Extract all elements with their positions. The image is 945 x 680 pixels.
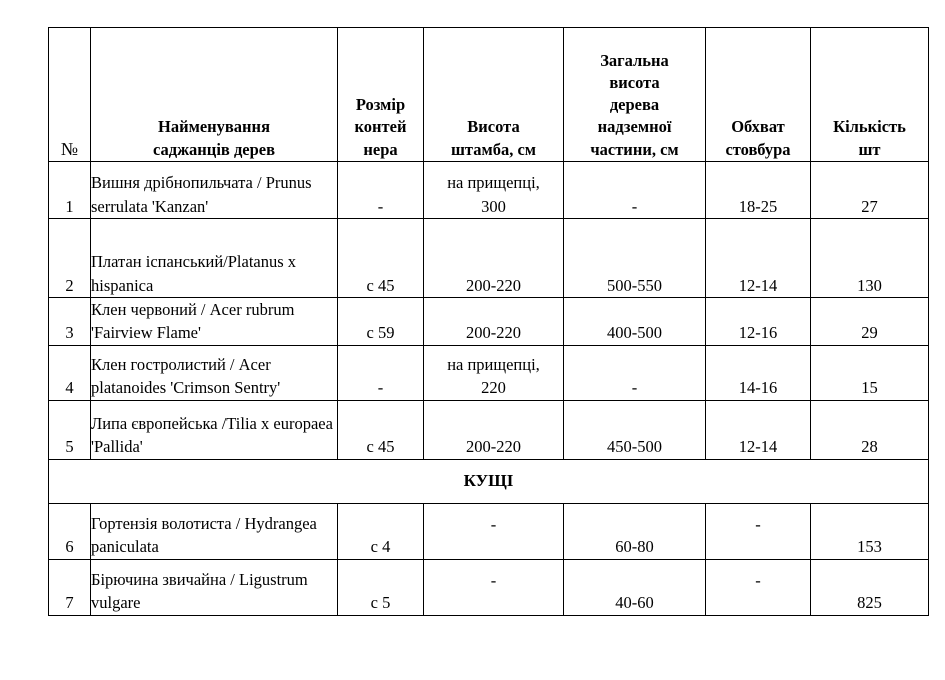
row-species-name (91, 400, 338, 459)
row-species-name-line3: hispanica (91, 275, 154, 295)
row-trunk-height (424, 345, 564, 400)
column-header-trunk-girth-line2: стовбура (725, 139, 791, 159)
row-number: 2 (49, 219, 91, 298)
row-quantity: 153 (811, 503, 929, 559)
row-quantity: 825 (811, 559, 929, 615)
row-trunk-height (424, 162, 564, 219)
column-header-container-size (338, 28, 424, 162)
spec-table-container (48, 27, 928, 616)
row-species-name (91, 298, 338, 346)
row-container-size: с 5 (338, 559, 424, 615)
column-header-quantity-line1: Кількість (833, 117, 906, 137)
row-container-size: с 4 (338, 503, 424, 559)
row-total-height: 60-80 (564, 503, 706, 559)
column-header-trunk-girth-line1: Обхват (731, 117, 785, 137)
row-species-name-line1: Вишня дрібнопильчата / (91, 173, 262, 193)
row-container-size: - (338, 345, 424, 400)
column-header-trunk-height (424, 28, 564, 162)
row-quantity: 29 (811, 298, 929, 346)
row-species-name-line1: Клен гостролистий / Acer (91, 355, 271, 374)
row-quantity: 27 (811, 162, 929, 219)
row-trunk-height: - (424, 503, 564, 559)
column-header-total-height-line1: Загальна (600, 50, 669, 70)
row-species-name-line2: іспанський/Platanus x (145, 252, 297, 272)
row-total-height: 500-550 (564, 219, 706, 298)
row-trunk-girth: 12-16 (706, 298, 811, 346)
row-quantity: 15 (811, 345, 929, 400)
column-header-total-height-line4: надземної (597, 117, 672, 137)
column-header-container-size-line1: Розмір (355, 95, 406, 115)
row-species-name (91, 219, 338, 298)
table-row (49, 162, 929, 219)
header-row (49, 28, 929, 162)
table-row (49, 559, 929, 615)
row-trunk-height: 200-220 (424, 400, 564, 459)
table-row (49, 219, 929, 298)
row-number: 4 (49, 345, 91, 400)
row-species-name-line2: rubrum 'Fairview Flame' (91, 300, 295, 343)
row-quantity: 130 (811, 219, 929, 298)
row-quantity: 28 (811, 400, 929, 459)
section-divider-label: КУЩІ (49, 459, 929, 503)
column-header-name (91, 28, 338, 162)
row-trunk-girth: 14-16 (706, 345, 811, 400)
row-container-size: с 45 (338, 400, 424, 459)
row-trunk-height-line1: на прищепці, (447, 173, 540, 193)
row-trunk-height: - (424, 559, 564, 615)
row-species-name-line1: Липа європейська /Tilia x (91, 414, 270, 433)
column-header-trunk-height-line1: Висота (467, 117, 520, 137)
seedlings-spec-table (48, 27, 929, 616)
row-species-name-line2: Hydrangea paniculata (91, 514, 317, 557)
row-species-name-line2: Prunus serrulata 'Kanzan' (91, 173, 312, 216)
row-trunk-height: 200-220 (424, 219, 564, 298)
table-row (49, 400, 929, 459)
section-divider-row (49, 459, 929, 503)
row-container-size: с 45 (338, 219, 424, 298)
row-trunk-height-line1: на прищепці, (447, 355, 540, 374)
row-number: 1 (49, 162, 91, 219)
column-header-name-line1: Найменування (157, 117, 270, 137)
column-header-total-height-line3: дерева (609, 95, 660, 115)
column-header-total-height-line5: частини, см (590, 139, 679, 159)
column-header-trunk-girth (706, 28, 811, 162)
row-number: 6 (49, 503, 91, 559)
row-trunk-height: 200-220 (424, 298, 564, 346)
row-species-name-line1: Клен червоний / Acer (91, 300, 242, 319)
table-row (49, 298, 929, 346)
row-species-name (91, 162, 338, 219)
row-total-height: 400-500 (564, 298, 706, 346)
row-number: 3 (49, 298, 91, 346)
table-body (49, 162, 929, 616)
column-header-total-height-line2: висота (609, 72, 660, 92)
table-row (49, 503, 929, 559)
row-species-name-line1: Бірючина звичайна / (91, 570, 235, 589)
column-header-name-line2: саджанців дерев (152, 139, 276, 159)
table-header (49, 28, 929, 162)
table-row (49, 345, 929, 400)
column-header-number-label: № (60, 138, 79, 159)
row-trunk-height-line2: 300 (481, 196, 506, 216)
column-header-quantity (811, 28, 929, 162)
row-trunk-height-line2: 220 (481, 378, 506, 398)
row-species-name-line2: platanoides 'Crimson Sentry' (91, 378, 281, 398)
row-total-height: - (564, 162, 706, 219)
row-species-name (91, 345, 338, 400)
row-species-name (91, 503, 338, 559)
column-header-container-size-line3: нера (363, 139, 398, 159)
column-header-trunk-height-line2: штамба, см (450, 139, 537, 159)
row-container-size: - (338, 162, 424, 219)
row-species-name-line1: Платан (91, 252, 142, 272)
row-total-height: 40-60 (564, 559, 706, 615)
row-trunk-girth: 18-25 (706, 162, 811, 219)
row-species-name-line2: Ligustrum vulgare (91, 570, 308, 613)
row-number: 5 (49, 400, 91, 459)
row-total-height: 450-500 (564, 400, 706, 459)
row-container-size: с 59 (338, 298, 424, 346)
row-trunk-girth: 12-14 (706, 400, 811, 459)
row-trunk-girth: - (706, 503, 811, 559)
row-species-name-line1: Гортензія волотиста / (91, 514, 241, 533)
column-header-container-size-line2: контей (354, 117, 407, 137)
column-header-quantity-line2: шт (858, 139, 881, 159)
row-trunk-girth: 12-14 (706, 219, 811, 298)
row-species-name-line2: europaea 'Pallida' (91, 414, 333, 457)
row-total-height: - (564, 345, 706, 400)
row-number: 7 (49, 559, 91, 615)
row-trunk-girth: - (706, 559, 811, 615)
column-header-number (49, 28, 91, 162)
column-header-total-height (564, 28, 706, 162)
row-species-name (91, 559, 338, 615)
